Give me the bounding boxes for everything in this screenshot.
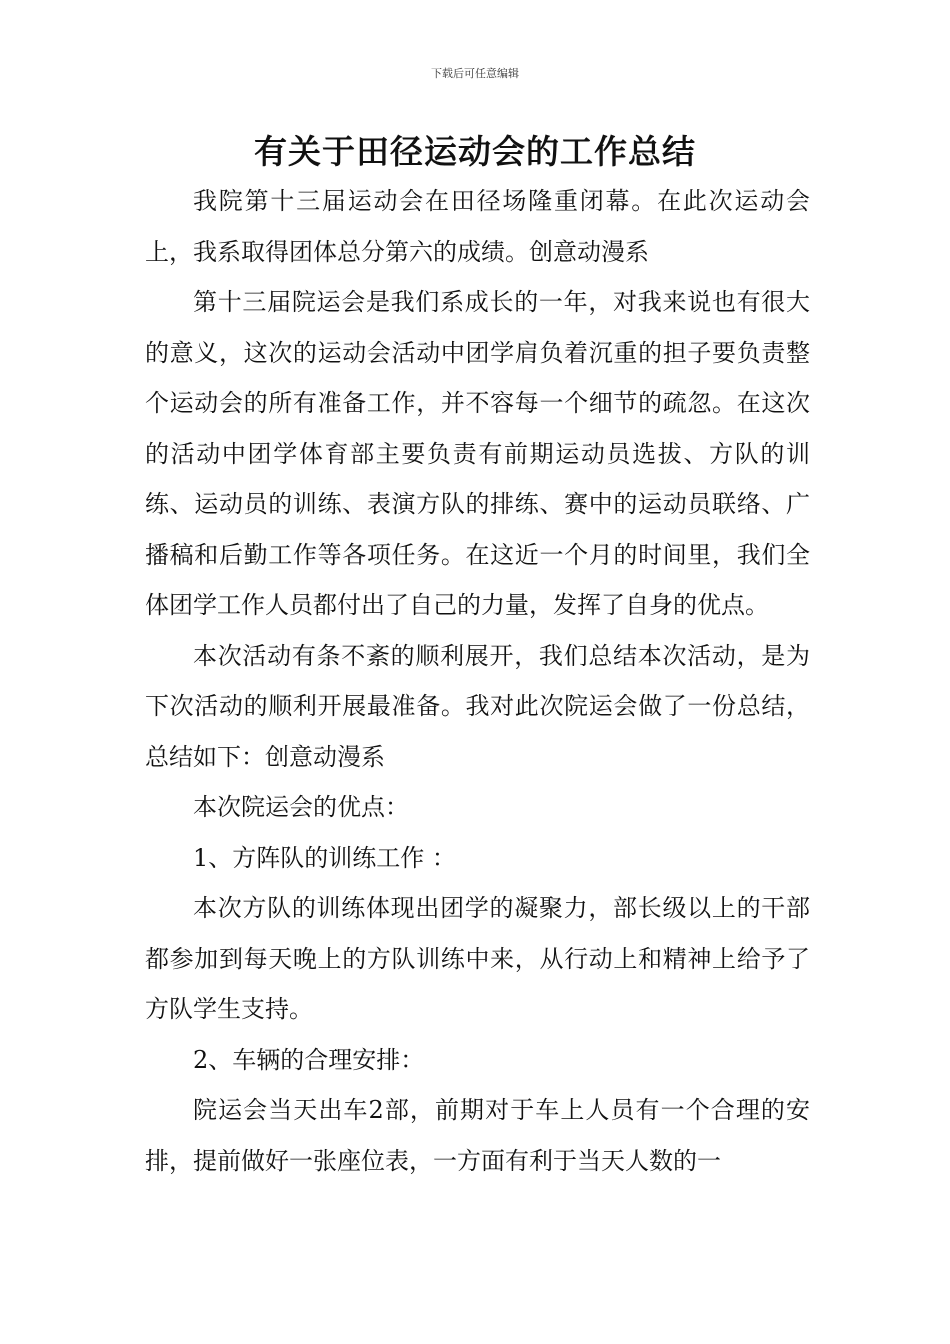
paragraph-significance: 第十三届院运会是我们系成长的一年，对我来说也有很大的意义，这次的运动会活动中团学肩负着沉重的担子要负责整个运动会的所有准备工作，并不容每一个细节的疏忽。在这次的活动中团学体育部主要负责有前期运动员选拔、方队的训练、运动员的训练、表演方队的排练、赛中的运动员联络、广播稿和后勤工作等各项任务。在这近一个月的时间里，我们全体团学工作人员都付出了自己的力量，发挥了自身的优点。	[145, 288, 810, 619]
paragraph-vehicles: 院运会当天出车2部，前期对于车上人员有一个合理的安排，提前做好一张座位表，一方面有利于当天人数的一	[145, 1096, 810, 1175]
paragraph-summary-purpose: 本次活动有条不紊的顺利展开，我们总结本次活动，是为下次活动的顺利开展最准备。我对此次院运会做了一份总结，总结如下：创意动漫系	[145, 641, 810, 771]
document-title: 有关于田径运动会的工作总结	[254, 132, 696, 171]
document-body	[145, 176, 810, 1186]
paragraph-intro: 我院第十三届运动会在田径场隆重闭幕。在此次运动会上，我系取得团体总分第六的成绩。创意动漫系	[145, 187, 810, 266]
section-heading-training: 1、方阵队的训练工作 ：	[193, 843, 456, 872]
section-heading-vehicles: 2、车辆的合理安排：	[193, 1045, 425, 1074]
section-heading-strengths: 本次院运会的优点：	[193, 793, 409, 821]
paragraph-training: 本次方队的训练体现出团学的凝聚力，部长级以上的干部都参加到每天晚上的方队训练中来，从行动上和精神上给予了方队学生支持。	[145, 894, 810, 1023]
header-note: 下载后可任意编辑	[431, 67, 519, 80]
